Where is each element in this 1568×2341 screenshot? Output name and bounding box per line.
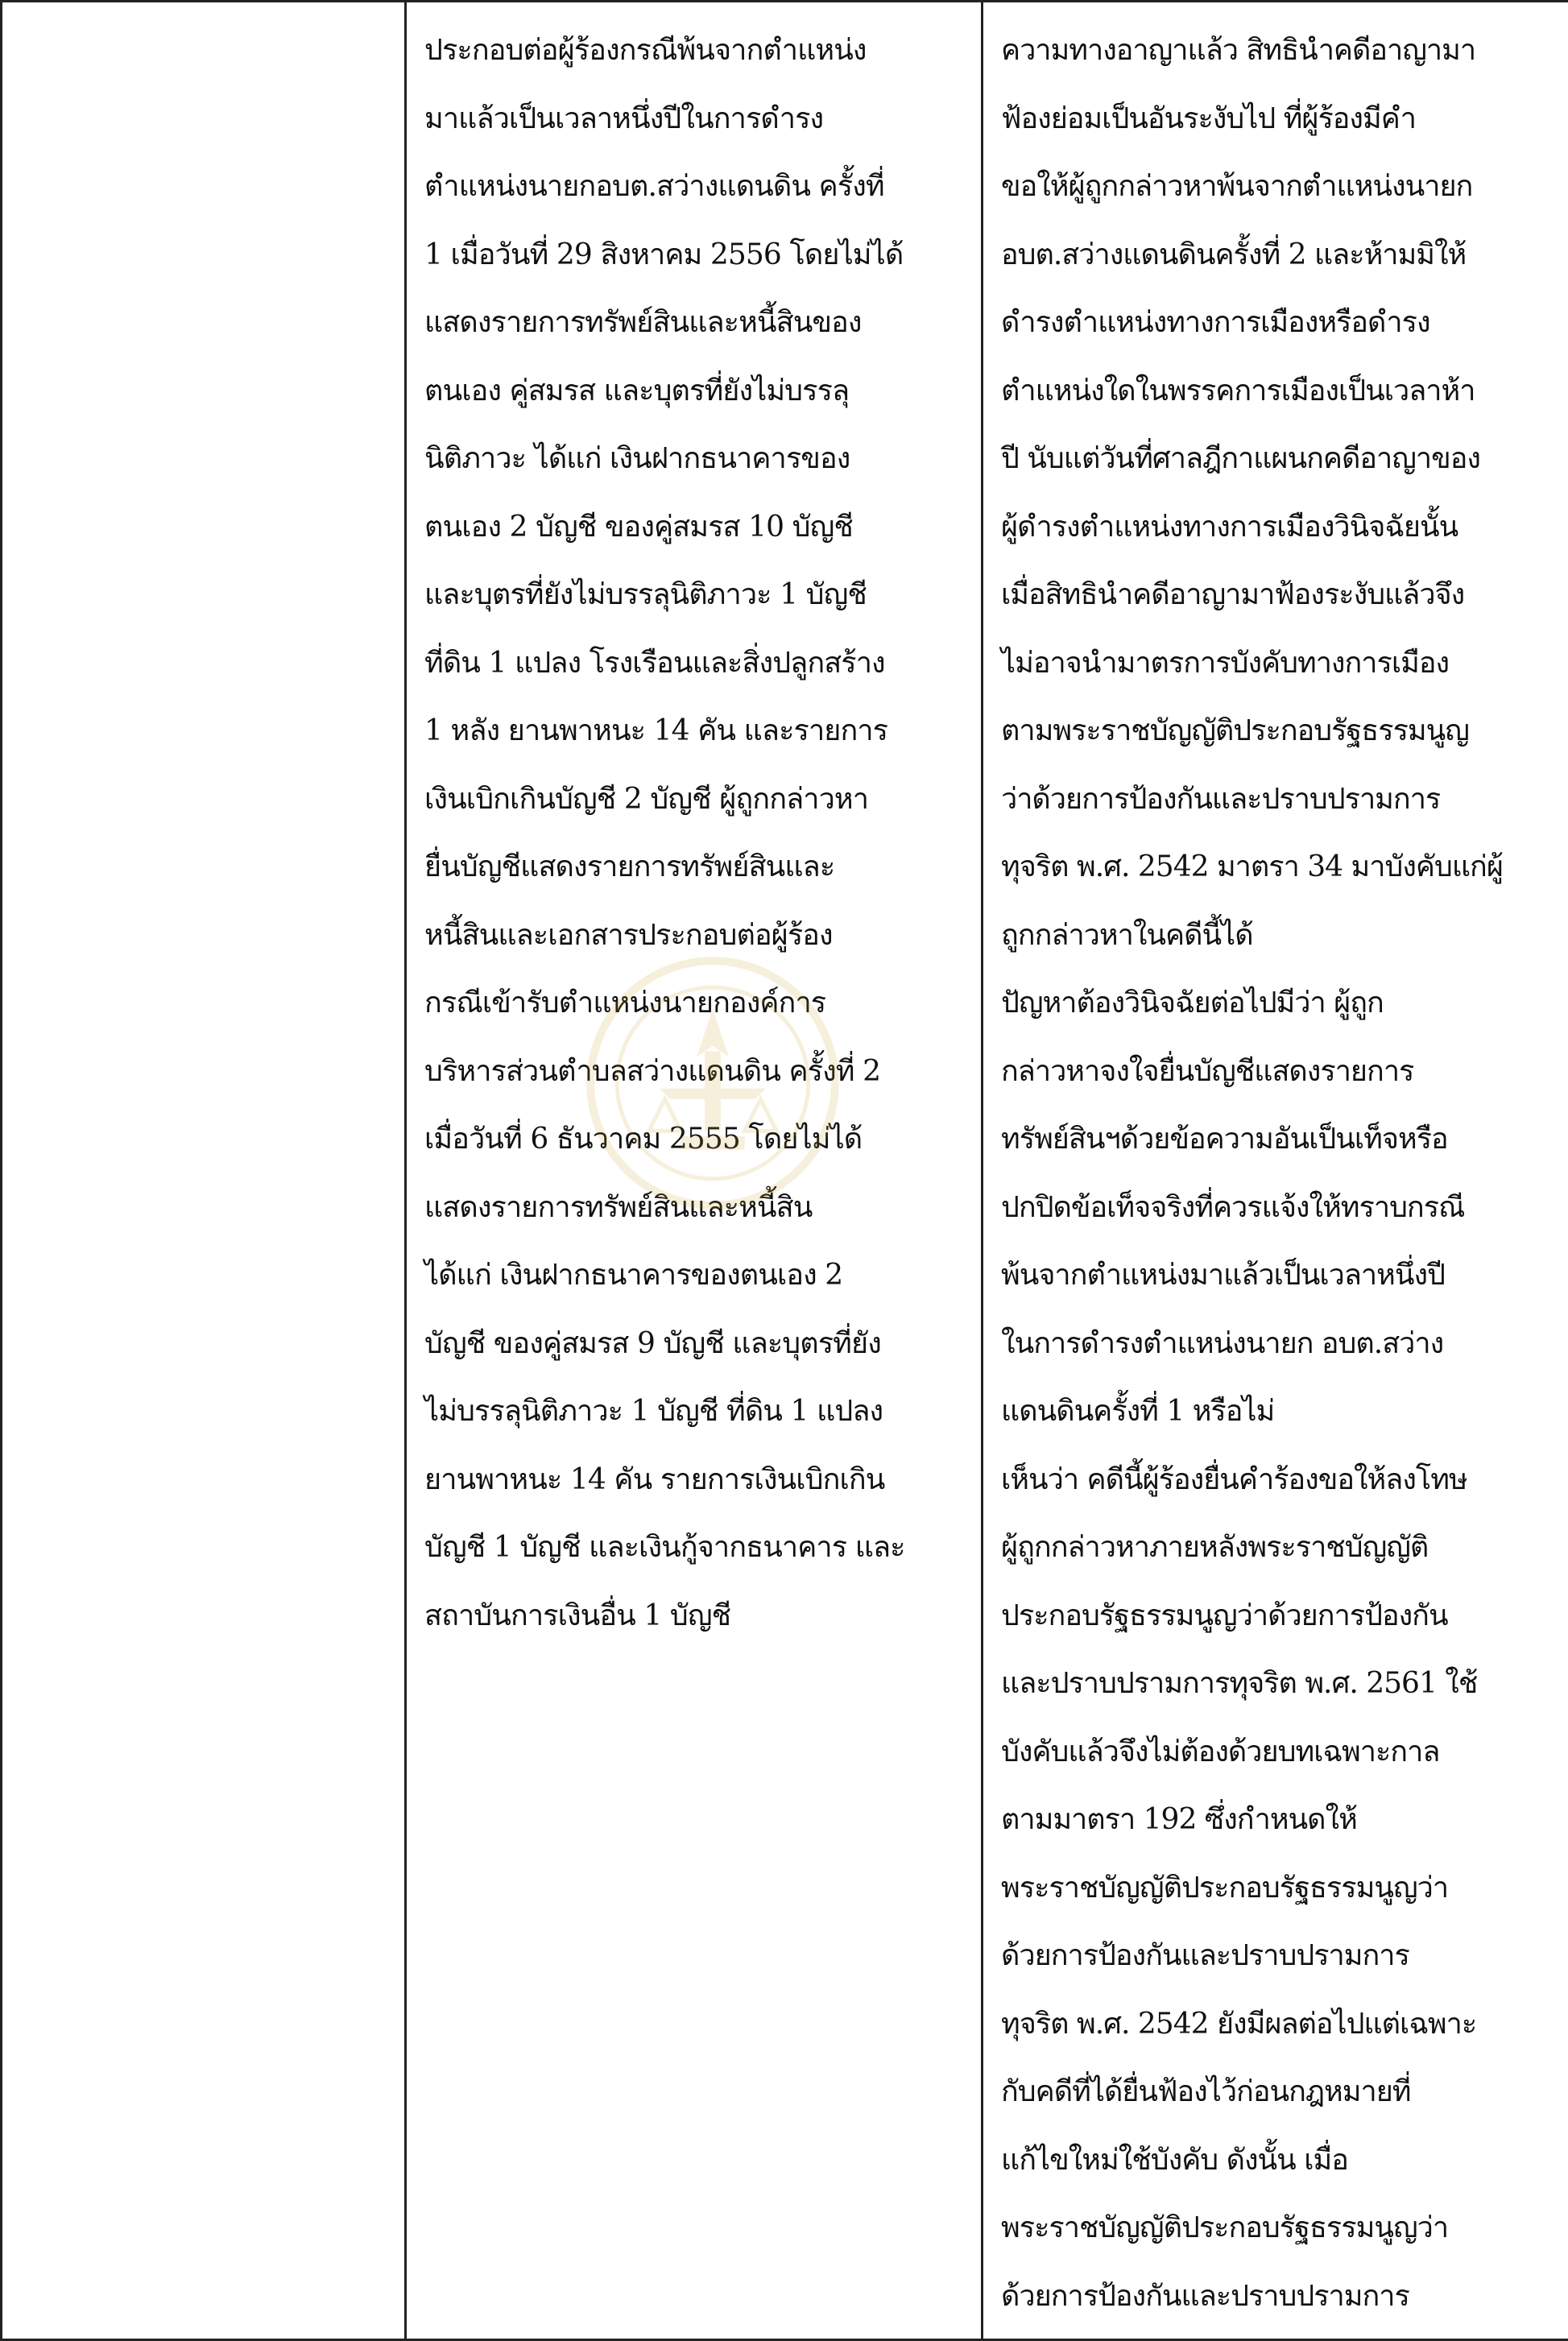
text-line: ผู้ดำรงตำแหน่งทางการเมืองวินิจฉัยนั้น <box>1001 494 1550 562</box>
text-line: ที่ดิน 1 แปลง โรงเรือนและสิ่งปลูกสร้าง <box>424 630 963 698</box>
text-line: ปี นับแต่วันที่ศาลฎีกาแผนกคดีอาญาของ <box>1001 425 1550 494</box>
text-line: แก้ไขใหม่ใช้บังคับ ดังนั้น เมื่อ <box>1001 2127 1550 2195</box>
text-line: ประกอบรัฐธรรมนูญว่าด้วยการป้องกัน <box>1001 1582 1550 1651</box>
text-line: ตามมาตรา 192 ซึ่งกำหนดให้ <box>1001 1786 1550 1855</box>
text-line: บังคับแล้วจึงไม่ต้องด้วยบทเฉพาะกาล <box>1001 1719 1550 1787</box>
text-line: และปราบปรามการทุจริต พ.ศ. 2561 ใช้ <box>1001 1650 1550 1719</box>
text-line: พระราชบัญญัติประกอบรัฐธรรมนูญว่า <box>1001 2194 1550 2263</box>
text-line: ผู้ถูกกล่าวหาภายหลังพระราชบัญญัติ <box>1001 1514 1550 1582</box>
text-line: บัญชี ของคู่สมรส 9 บัญชี และบุตรที่ยัง <box>424 1310 963 1379</box>
text-line: กรณีเข้ารับตำแหน่งนายกองค์การ <box>424 970 963 1038</box>
text-line: หนี้สินและเอกสารประกอบต่อผู้ร้อง <box>424 902 963 970</box>
text-line: ยื่นบัญชีแสดงรายการทรัพย์สินและ <box>424 833 963 902</box>
text-line: เห็นว่า คดีนี้ผู้ร้องยื่นคำร้องขอให้ลงโทษ <box>1001 1446 1550 1515</box>
text-line: อบต.สว่างแดนดินครั้งที่ 2 และห้ามมิให้ <box>1001 221 1550 290</box>
text-line: ว่าด้วยการป้องกันและปราบปรามการ <box>1001 766 1550 834</box>
text-line: ด้วยการป้องกันและปราบปรามการ <box>1001 1922 1550 1991</box>
text-line: 1 เมื่อวันที่ 29 สิงหาคม 2556 โดยไม่ได้ <box>424 221 963 290</box>
text-line: ปัญหาต้องวินิจฉัยต่อไปมีว่า ผู้ถูก <box>1001 970 1550 1038</box>
table-cell-left <box>2 2 406 2340</box>
text-line: ขอให้ผู้ถูกกล่าวหาพ้นจากตำแหน่งนายก <box>1001 153 1550 221</box>
text-line: 1 หลัง ยานพาหนะ 14 คัน และรายการ <box>424 697 963 766</box>
text-line: ทรัพย์สินฯด้วยข้อความอันเป็นเท็จหรือ <box>1001 1106 1550 1174</box>
text-line: ตำแหน่งนายกอบต.สว่างแดนดิน ครั้งที่ <box>424 153 963 221</box>
text-line: ฟ้องย่อมเป็นอันระงับไป ที่ผู้ร้องมีคำ <box>1001 85 1550 154</box>
text-line: ความทางอาญาแล้ว สิทธินำคดีอาญามา <box>1001 17 1550 85</box>
text-line: กล่าวหาจงใจยื่นบัญชีแสดงรายการ <box>1001 1038 1550 1106</box>
middle-cell-lines <box>424 17 963 1650</box>
text-line: ยานพาหนะ 14 คัน รายการเงินเบิกเกิน <box>424 1446 963 1515</box>
text-line: และบุตรที่ยังไม่บรรลุนิติภาวะ 1 บัญชี <box>424 561 963 630</box>
text-line: ไม่บรรลุนิติภาวะ 1 บัญชี ที่ดิน 1 แปลง <box>424 1378 963 1446</box>
text-line: ตำแหน่งใดในพรรคการเมืองเป็นเวลาห้า <box>1001 358 1550 426</box>
text-line: ตนเอง คู่สมรส และบุตรที่ยังไม่บรรลุ <box>424 358 963 426</box>
text-line: ปกปิดข้อเท็จจริงที่ควรแจ้งให้ทราบกรณี <box>1001 1174 1550 1243</box>
text-line: สถาบันการเงินอื่น 1 บัญชี <box>424 1582 963 1651</box>
text-line: บริหารส่วนตำบลสว่างแดนดิน ครั้งที่ 2 <box>424 1038 963 1106</box>
table-row <box>2 2 1568 2340</box>
right-cell-lines <box>1001 17 1550 2331</box>
text-line: พระราชบัญญัติประกอบรัฐธรรมนูญว่า <box>1001 1855 1550 1923</box>
text-line: แดนดินครั้งที่ 1 หรือไม่ <box>1001 1378 1550 1446</box>
text-line: เงินเบิกเกินบัญชี 2 บัญชี ผู้ถูกกล่าวหา <box>424 766 963 834</box>
text-line: ทุจริต พ.ศ. 2542 มาตรา 34 มาบังคับแก่ผู้ <box>1001 833 1550 902</box>
text-line: มาแล้วเป็นเวลาหนึ่งปีในการดำรง <box>424 85 963 154</box>
text-line: เมื่อวันที่ 6 ธันวาคม 2555 โดยไม่ได้ <box>424 1106 963 1174</box>
table-cell-middle <box>406 2 983 2340</box>
text-line: ตามพระราชบัญญัติประกอบรัฐธรรมนูญ <box>1001 697 1550 766</box>
text-line: ถูกกล่าวหาในคดีนี้ได้ <box>1001 902 1550 970</box>
text-line: ตนเอง 2 บัญชี ของคู่สมรส 10 บัญชี <box>424 494 963 562</box>
text-line: ในการดำรงตำแหน่งนายก อบต.สว่าง <box>1001 1310 1550 1379</box>
text-line: ประกอบต่อผู้ร้องกรณีพ้นจากตำแหน่ง <box>424 17 963 85</box>
text-line: แสดงรายการทรัพย์สินและหนี้สิน <box>424 1174 963 1243</box>
text-line: ดำรงตำแหน่งทางการเมืองหรือดำรง <box>1001 289 1550 358</box>
text-line: บัญชี 1 บัญชี และเงินกู้จากธนาคาร และ <box>424 1514 963 1582</box>
text-line: ด้วยการป้องกันและปราบปรามการ <box>1001 2263 1550 2331</box>
text-line: ได้แก่ เงินฝากธนาคารของตนเอง 2 <box>424 1242 963 1310</box>
text-line: ไม่อาจนำมาตรการบังคับทางการเมือง <box>1001 630 1550 698</box>
table-cell-right <box>983 2 1568 2340</box>
text-line: ทุจริต พ.ศ. 2542 ยังมีผลต่อไปแต่เฉพาะ <box>1001 1991 1550 2059</box>
text-line: พ้นจากตำแหน่งมาแล้วเป็นเวลาหนึ่งปี <box>1001 1242 1550 1310</box>
text-line: เมื่อสิทธินำคดีอาญามาฟ้องระงับแล้วจึง <box>1001 561 1550 630</box>
text-line: แสดงรายการทรัพย์สินและหนี้สินของ <box>424 289 963 358</box>
text-line: กับคดีที่ได้ยื่นฟ้องไว้ก่อนกฎหมายที่ <box>1001 2058 1550 2127</box>
text-line: นิติภาวะ ได้แก่ เงินฝากธนาคารของ <box>424 425 963 494</box>
